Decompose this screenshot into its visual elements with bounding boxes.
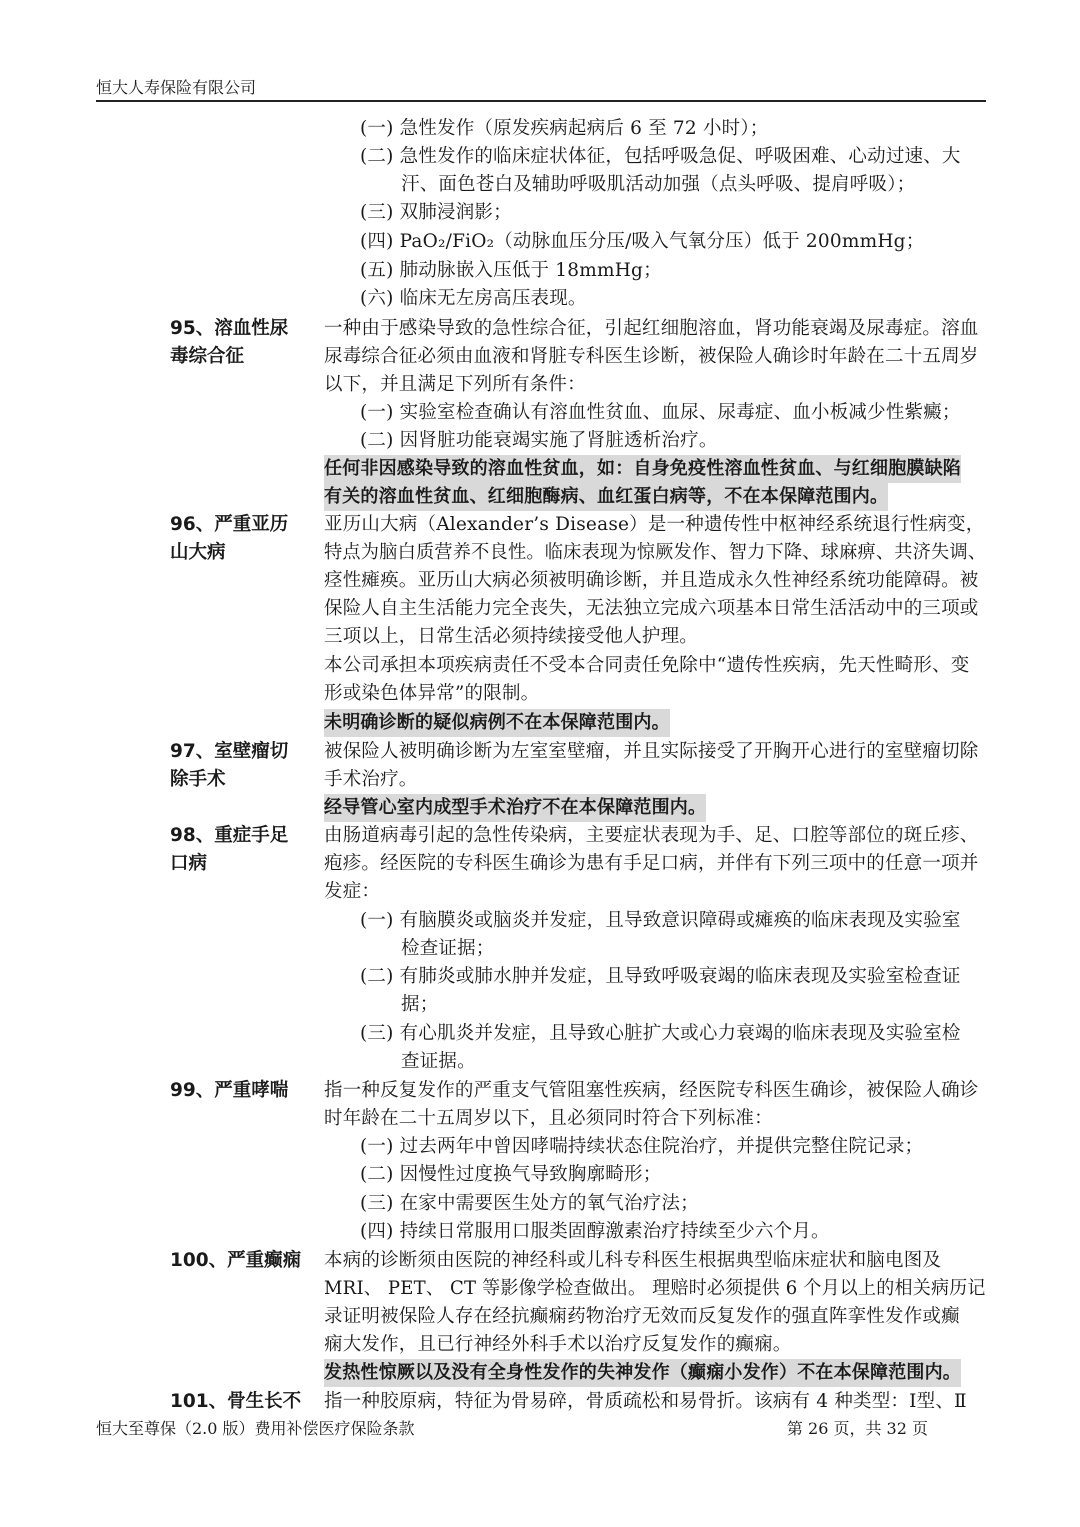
- term-96: [170, 511, 310, 567]
- term-label: 100、严重癫痫: [170, 1250, 302, 1271]
- term-label: 99、严重哮喘: [170, 1080, 289, 1101]
- term-label: 95、溶血性尿: [170, 318, 289, 339]
- body-line: 时年龄在二十五周岁以下，且必须同时符合下列标准：: [324, 1108, 773, 1129]
- footer-page-info: 第 26 页，共 32 页: [786, 1419, 928, 1438]
- term-99: [170, 1077, 310, 1105]
- body-line: 指一种反复发作的严重支气管阻塞性疾病，经医院专科医生确诊，被保险人确诊: [324, 1080, 979, 1101]
- body-line: 保险人自主生活能力完全丧失，无法独立完成六项基本日常生活活动中的三项或: [324, 598, 979, 619]
- body-line: (二) 有肺炎或肺水肿并发症，且导致呼吸衰竭的临床表现及实验室检查证: [360, 966, 961, 987]
- term-97: [170, 738, 310, 794]
- body-line: (三) 在家中需要医生处方的氧气治疗法；: [360, 1193, 699, 1214]
- exclusion-note: 经导管心室内成型手术治疗不在本保障范围内。: [324, 794, 706, 822]
- body-line: 尿毒综合征必须由血液和肾脏专科医生诊断，被保险人确诊时年龄在二十五周岁: [324, 346, 979, 367]
- exclusion-note: 未明确诊断的疑似病例不在本保障范围内。: [324, 709, 670, 737]
- header-rule: [96, 100, 986, 102]
- term-100: [170, 1247, 310, 1275]
- header-company: 恒大人寿保险有限公司: [96, 78, 257, 97]
- term-label: 除手术: [170, 769, 226, 790]
- footer-doc-title: 恒大至尊保（2.0 版）费用补偿医疗保险条款: [96, 1419, 415, 1438]
- term-label: 98、重症手足: [170, 825, 289, 846]
- body-line: 据；: [401, 994, 439, 1015]
- body-line: 录证明被保险人存在经抗癫痫药物治疗无效而反复发作的强直阵挛性发作或癫: [324, 1306, 960, 1327]
- term-label: 96、严重亚历: [170, 514, 289, 535]
- body-line: 指一种胶原病，特征为骨易碎，骨质疏松和易骨折。该病有 4 种类型：Ⅰ型、Ⅱ: [324, 1391, 967, 1412]
- body-line: (二) 因慢性过度换气导致胸廓畸形；: [360, 1164, 662, 1185]
- body-line: MRI、 PET、 CT 等影像学检查做出。 理赔时必须提供 6 个月以上的相关病历记: [324, 1278, 986, 1299]
- body-line: (四) 持续日常服用口服类固醇激素治疗持续至少六个月。: [360, 1221, 830, 1242]
- body-line: (五) 肺动脉嵌入压低于 18mmHg；: [360, 260, 662, 281]
- body-line: 形或染色体异常”的限制。: [324, 683, 540, 704]
- term-98: [170, 822, 310, 878]
- body-line: 由肠道病毒引起的急性传染病，主要症状表现为手、足、口腔等部位的斑丘疹、: [324, 825, 979, 846]
- term-101: [170, 1388, 310, 1416]
- body-line: 亚历山大病（Alexander’s Disease）是一种遗传性中枢神经系统退行性病变，: [324, 514, 985, 535]
- body-line: (一) 实验室检查确认有溶血性贫血、血尿、尿毒症、血小板减少性紫癜；: [360, 402, 961, 423]
- body-line: 查证据。: [401, 1051, 476, 1072]
- body-line: 发症：: [324, 881, 381, 902]
- body-line: 本公司承担本项疾病责任不受本合同责任免除中“遗传性疾病，先天性畸形、变: [324, 655, 970, 676]
- body-line: 痫大发作，且已行神经外科手术以治疗反复发作的癫痫。: [324, 1334, 792, 1355]
- body-line: (四) PaO₂/FiO₂（动脉血压分压/吸入气氧分压）低于 200mmHg；: [360, 231, 925, 252]
- body-line: 以下，并且满足下列所有条件：: [324, 374, 586, 395]
- body-line: 三项以上，日常生活必须持续接受他人护理。: [324, 626, 699, 647]
- body-line: 手术治疗。: [324, 769, 418, 790]
- body-line: 检查证据；: [401, 938, 495, 959]
- body-line: (二) 急性发作的临床症状体征，包括呼吸急促、呼吸困难、心动过速、大: [360, 146, 961, 167]
- exclusion-note: 任何非因感染导致的溶血性贫血，如：自身免疫性溶血性贫血、与红细胞膜缺陷: [324, 455, 961, 483]
- term-label: 97、室壁瘤切: [170, 741, 289, 762]
- body-line: 一种由于感染导致的急性综合征，引起红细胞溶血，肾功能衰竭及尿毒症。溶血: [324, 318, 979, 339]
- term-label: 口病: [170, 853, 208, 874]
- term-95: [170, 315, 310, 371]
- body-line: 汗、面色苍白及辅助呼吸肌活动加强（点头呼吸、提肩呼吸）；: [401, 174, 916, 195]
- term-label: 101、骨生长不: [170, 1391, 302, 1412]
- body-line: (三) 双肺浸润影；: [360, 202, 512, 223]
- body-line: (三) 有心肌炎并发症，且导致心脏扩大或心力衰竭的临床表现及实验室检: [360, 1023, 961, 1044]
- term-label: 山大病: [170, 542, 226, 563]
- body-line: 本病的诊断须由医院的神经科或儿科专科医生根据典型临床症状和脑电图及: [324, 1250, 942, 1271]
- exclusion-note: 发热性惊厥以及没有全身性发作的失神发作（癫痫小发作）不在本保障范围内。: [324, 1359, 961, 1387]
- body-line: (一) 急性发作（原发疾病起病后 6 至 72 小时）；: [360, 118, 769, 139]
- exclusion-note: 有关的溶血性贫血、红细胞酶病、血红蛋白病等，不在本保障范围内。: [324, 483, 888, 511]
- body-line: 被保险人被明确诊断为左室室壁瘤，并且实际接受了开胸开心进行的室壁瘤切除: [324, 741, 979, 762]
- body-line: (一) 过去两年中曾因哮喘持续状态住院治疗，并提供完整住院记录；: [360, 1136, 924, 1157]
- term-label: 毒综合征: [170, 346, 245, 367]
- body-line: (二) 因肾脏功能衰竭实施了肾脏透析治疗。: [360, 430, 718, 451]
- body-line: 痉性瘫痪。亚历山大病必须被明确诊断，并且造成永久性神经系统功能障碍。被: [324, 570, 979, 591]
- body-line: (六) 临床无左房高压表现。: [360, 288, 587, 309]
- body-line: 特点为脑白质营养不良性。临床表现为惊厥发作、智力下降、球麻痹、共济失调、: [324, 542, 987, 563]
- body-line: (一) 有脑膜炎或脑炎并发症，且导致意识障碍或瘫痪的临床表现及实验室: [360, 910, 961, 931]
- body-line: 疱疹。经医院的专科医生确诊为患有手足口病，并伴有下列三项中的任意一项并: [324, 853, 979, 874]
